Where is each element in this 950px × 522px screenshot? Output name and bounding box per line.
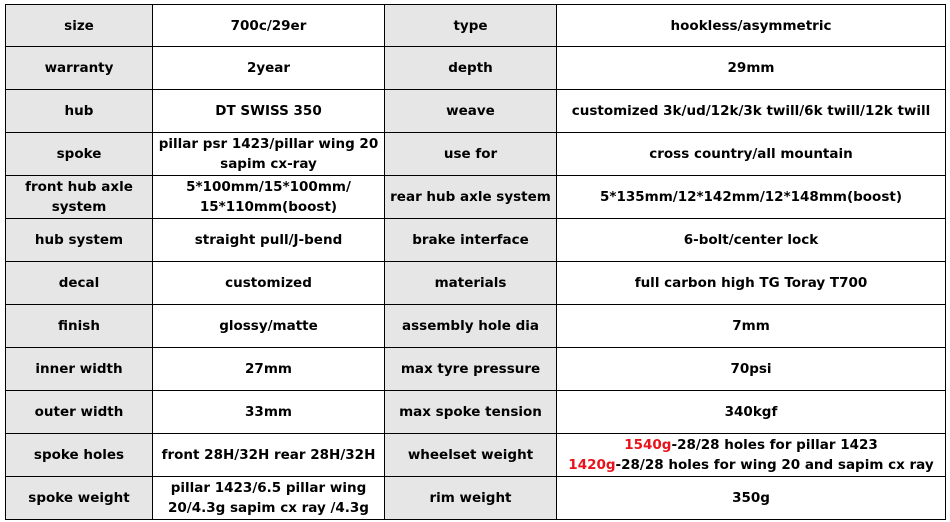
spec-value: 2year: [153, 47, 385, 90]
spec-value: customized: [153, 262, 385, 305]
spec-value: 700c/29er: [153, 5, 385, 47]
spec-label: weave: [385, 90, 557, 133]
spec-value: 33mm: [153, 391, 385, 434]
spec-value-line: [559, 435, 943, 455]
spec-table: [5, 4, 946, 520]
spec-value-line: 15*110mm(boost): [199, 199, 338, 215]
table-row: [6, 176, 946, 219]
spec-value: 350g: [557, 477, 946, 520]
spec-value: straight pull/J-bend: [153, 219, 385, 262]
spec-value: 6-bolt/center lock: [557, 219, 946, 262]
spec-label-line: system: [51, 199, 107, 215]
spec-value-line: sapim cx-ray: [220, 156, 317, 172]
spec-label-line: front hub axle: [25, 179, 133, 195]
table-row: [6, 90, 946, 133]
spec-value: [153, 477, 385, 520]
spec-value: 29mm: [557, 47, 946, 90]
table-row: [6, 133, 946, 176]
spec-label: inner width: [6, 348, 153, 391]
spec-value: 27mm: [153, 348, 385, 391]
spec-label: max spoke tension: [385, 391, 557, 434]
spec-value: front 28H/32H rear 28H/32H: [153, 434, 385, 477]
weight-description: -28/28 holes for pillar 1423: [671, 437, 878, 453]
spec-value: DT SWISS 350: [153, 90, 385, 133]
spec-label: finish: [6, 305, 153, 348]
spec-label: rear hub axle system: [385, 176, 557, 219]
spec-value: hookless/asymmetric: [557, 5, 946, 47]
spec-value-line: pillar 1423/6.5 pillar wing: [170, 480, 367, 496]
spec-label: type: [385, 5, 557, 47]
table-row: [6, 391, 946, 434]
spec-value: cross country/all mountain: [557, 133, 946, 176]
spec-label: max tyre pressure: [385, 348, 557, 391]
table-row: [6, 434, 946, 477]
spec-label: hub: [6, 90, 153, 133]
table-row: [6, 305, 946, 348]
spec-label: spoke holes: [6, 434, 153, 477]
spec-label: hub system: [6, 219, 153, 262]
spec-label: [6, 176, 153, 219]
spec-value: 70psi: [557, 348, 946, 391]
spec-value-line: 20/4.3g sapim cx ray /4.3g: [168, 500, 369, 516]
spec-label: size: [6, 5, 153, 47]
spec-label: assembly hole dia: [385, 305, 557, 348]
spec-label: decal: [6, 262, 153, 305]
table-row: [6, 348, 946, 391]
weight-description: -28/28 holes for wing 20 and sapim cx ray: [615, 457, 934, 473]
spec-value: customized 3k/ud/12k/3k twill/6k twill/12k twill: [557, 90, 946, 133]
spec-label: spoke weight: [6, 477, 153, 520]
table-row: [6, 477, 946, 520]
spec-value: [153, 133, 385, 176]
spec-label: materials: [385, 262, 557, 305]
spec-label: brake interface: [385, 219, 557, 262]
spec-label: use for: [385, 133, 557, 176]
spec-value: 5*135mm/12*142mm/12*148mm(boost): [557, 176, 946, 219]
spec-value: glossy/matte: [153, 305, 385, 348]
spec-label: outer width: [6, 391, 153, 434]
spec-label: warranty: [6, 47, 153, 90]
table-row: [6, 262, 946, 305]
table-row: [6, 219, 946, 262]
spec-value: 7mm: [557, 305, 946, 348]
table-row: [6, 47, 946, 90]
spec-value: [153, 176, 385, 219]
spec-table-body: [6, 5, 946, 520]
spec-label: spoke: [6, 133, 153, 176]
spec-label: depth: [385, 47, 557, 90]
spec-value-line: pillar psr 1423/pillar wing 20: [158, 136, 379, 152]
spec-label: wheelset weight: [385, 434, 557, 477]
spec-value: 340kgf: [557, 391, 946, 434]
spec-value-line: 5*100mm/15*100mm/: [186, 179, 351, 195]
weight-highlight: 1540g: [624, 437, 672, 453]
weight-highlight: 1420g: [568, 457, 616, 473]
spec-label: rim weight: [385, 477, 557, 520]
spec-value: [557, 434, 946, 477]
table-row: [6, 5, 946, 47]
spec-value: full carbon high TG Toray T700: [557, 262, 946, 305]
spec-value-line: [559, 455, 943, 475]
